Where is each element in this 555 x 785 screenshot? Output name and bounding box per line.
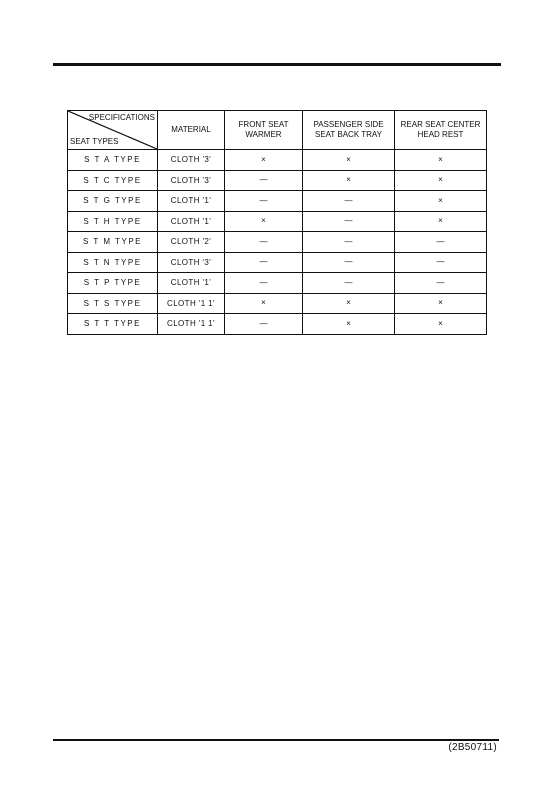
tray-cell: × [303, 150, 395, 171]
headrest-cell: — [395, 273, 487, 294]
table-row [68, 273, 487, 294]
document-code: (2B50711) [448, 742, 497, 753]
table-row [68, 191, 487, 212]
bottom-rule [53, 739, 499, 741]
seat-type-cell: S T T TYPE [68, 314, 158, 335]
warmer-cell: × [225, 150, 303, 171]
tray-cell: × [303, 314, 395, 335]
material-cell: CLOTH '2' [158, 232, 225, 253]
headrest-cell: × [395, 150, 487, 171]
headrest-cell: × [395, 211, 487, 232]
tray-cell: × [303, 293, 395, 314]
headrest-cell: × [395, 293, 487, 314]
seat-type-cell: S T N TYPE [68, 252, 158, 273]
table-row [68, 170, 487, 191]
table-row [68, 252, 487, 273]
specifications-label: SPECIFICATIONS [88, 113, 155, 122]
warmer-cell: — [225, 232, 303, 253]
tray-cell: — [303, 252, 395, 273]
material-cell: CLOTH '1' [158, 211, 225, 232]
material-cell: CLOTH '1' [158, 273, 225, 294]
warmer-cell: — [225, 273, 303, 294]
tray-cell: — [303, 191, 395, 212]
material-cell: CLOTH '1 1' [158, 293, 225, 314]
seat-type-cell: S T M TYPE [68, 232, 158, 253]
diagonal-header-cell [68, 111, 158, 150]
table-row [68, 293, 487, 314]
seat-type-cell: S T G TYPE [68, 191, 158, 212]
table-row [68, 232, 487, 253]
warmer-cell: × [225, 293, 303, 314]
column-header-front-seat-warmer: FRONT SEAT WARMER [225, 111, 303, 150]
warmer-cell: — [225, 252, 303, 273]
tray-cell: — [303, 273, 395, 294]
warmer-cell: — [225, 170, 303, 191]
seat-type-cell: S T S TYPE [68, 293, 158, 314]
seat-specification-table [67, 110, 487, 335]
tray-cell: — [303, 211, 395, 232]
tray-cell: × [303, 170, 395, 191]
material-cell: CLOTH '3' [158, 252, 225, 273]
table-header-row [68, 111, 487, 150]
seat-type-cell: S T A TYPE [68, 150, 158, 171]
warmer-cell: × [225, 211, 303, 232]
headrest-cell: — [395, 252, 487, 273]
seat-type-cell: S T H TYPE [68, 211, 158, 232]
column-header-rear-head-rest: REAR SEAT CENTER HEAD REST [395, 111, 487, 150]
headrest-cell: × [395, 170, 487, 191]
seat-types-label: SEAT TYPES [70, 137, 119, 147]
column-header-passenger-tray: PASSENGER SIDE SEAT BACK TRAY [303, 111, 395, 150]
warmer-cell: — [225, 314, 303, 335]
material-cell: CLOTH '3' [158, 150, 225, 171]
seat-type-cell: S T C TYPE [68, 170, 158, 191]
material-cell: CLOTH '3' [158, 170, 225, 191]
material-cell: CLOTH '1' [158, 191, 225, 212]
headrest-cell: × [395, 314, 487, 335]
seat-type-cell: S T P TYPE [68, 273, 158, 294]
table-row [68, 314, 487, 335]
warmer-cell: — [225, 191, 303, 212]
table-row [68, 211, 487, 232]
material-cell: CLOTH '1 1' [158, 314, 225, 335]
tray-cell: — [303, 232, 395, 253]
headrest-cell: — [395, 232, 487, 253]
column-header-material: MATERIAL [158, 111, 225, 150]
headrest-cell: × [395, 191, 487, 212]
top-rule [53, 63, 501, 66]
table-row [68, 150, 487, 171]
